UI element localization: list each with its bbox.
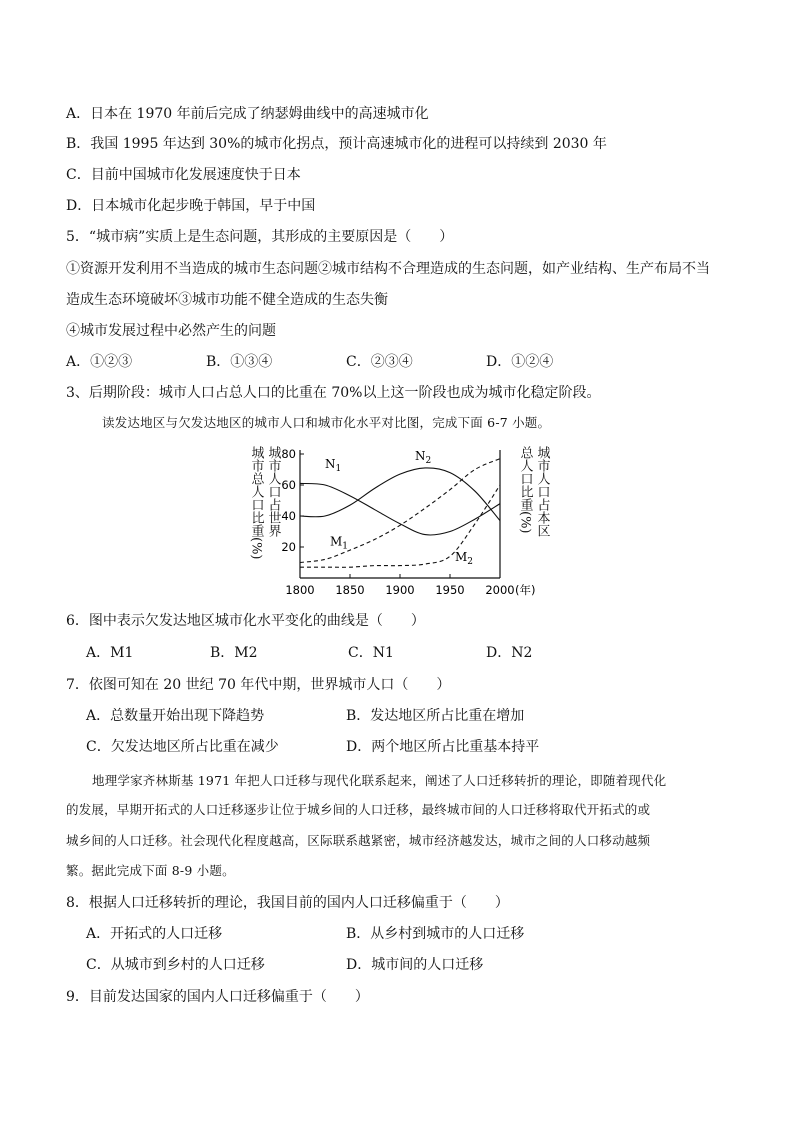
q6-option-c-text: C．N1 xyxy=(348,645,394,661)
series-label-n1: $N_1$ xyxy=(325,456,342,474)
passage-line-2: 的发展，早期开拓式的人口迁移逐步让位于城乡间的人口迁移，最终城市间的人口迁移将取代开拓式的或 xyxy=(66,802,651,817)
q9-stem: 9．目前发达国家的国内人口迁移偏重于（ ） xyxy=(66,989,369,1005)
xtick-label: 1950 xyxy=(435,583,465,597)
q8-option-a: A．开拓式的人口迁移 xyxy=(86,926,223,942)
q5-option-c: C．②③④ xyxy=(346,354,413,370)
passage-line-4: 繁。据此完成下面 8-9 小题。 xyxy=(66,863,235,878)
ytick-label: 80 xyxy=(281,447,296,461)
q5-option-b: B．①③④ xyxy=(206,354,273,370)
urbanization-chart xyxy=(240,440,560,605)
passage-line-1: 地理学家齐林斯基 1971 年把人口迁移与现代化联系起来，阐述了人口迁移转折的理论，即随着现代化 xyxy=(92,773,667,788)
q5-desc-3: ④城市发展过程中必然产生的问题 xyxy=(66,323,276,339)
q7-option-c: C．欠发达地区所占比重在减少 xyxy=(86,739,279,755)
xtick-label: 1800 xyxy=(285,583,315,597)
q5-option-d: D．①②④ xyxy=(486,354,554,370)
q5-option-a: A．①②③ xyxy=(66,354,133,370)
q6-option-b-text: B．M2 xyxy=(210,645,258,661)
q5-stem: 5．“城市病”实质上是生态问题，其形成的主要原因是（ ） xyxy=(66,229,454,245)
series-m2-line xyxy=(300,485,500,567)
q6-option-b xyxy=(210,644,258,662)
left-y-label xyxy=(249,446,282,560)
ytick-label: 20 xyxy=(281,540,296,554)
right-ylabel-2: 总人口比重(%) xyxy=(517,446,533,534)
q4-option-a: A．日本在 1970 年前后完成了纳瑟姆曲线中的高速城市化 xyxy=(66,106,429,122)
q6-option-a xyxy=(86,644,133,662)
q6-stem: 6．图中表示欠发达地区城市化水平变化的曲线是（ ） xyxy=(66,613,425,629)
q7-option-a: A．总数量开始出现下降趋势 xyxy=(86,708,265,724)
q4-option-d: D．日本城市化起步晚于韩国，早于中国 xyxy=(66,198,316,214)
q4-option-b: B．我国 1995 年达到 30%的城市化拐点，预计高速城市化的进程可以持续到 2030 年 xyxy=(66,136,607,152)
q8-option-d: D．城市间的人口迁移 xyxy=(346,957,484,973)
series-n1-line xyxy=(300,483,500,535)
q6-option-a-text: A．M1 xyxy=(86,645,134,661)
q7-option-d: D．两个地区所占比重基本持平 xyxy=(346,739,540,755)
q6-option-d xyxy=(486,644,532,662)
q8-stem: 8．根据人口迁移转折的理论，我国目前的国内人口迁移偏重于（ ） xyxy=(66,895,509,911)
series-label-m1: $M_1$ xyxy=(330,534,349,552)
q8-option-c: C．从城市到乡村的人口迁移 xyxy=(86,957,265,973)
q5-desc-2: 造成生态环境破坏③城市功能不健全造成的生态失衡 xyxy=(66,292,388,308)
xtick-label: 1900 xyxy=(385,583,415,597)
left-ylabel-2: 城市人口占世界 xyxy=(265,446,281,537)
stage-3-text: 3、后期阶段：城市人口占总人口的比重在 70%以上这一阶段也成为城市化稳定阶段。 xyxy=(66,385,601,401)
ytick-label: 60 xyxy=(281,478,296,492)
q8-option-b: B．从乡村到城市的人口迁移 xyxy=(346,926,525,942)
xtick-label: 1850 xyxy=(335,583,365,597)
q5-desc-1: ①资源开发利用不当造成的城市生态问题②城市结构不合理造成的生态问题，如产业结构、生产布局不当 xyxy=(66,261,710,277)
xtick-label: 2000 xyxy=(485,583,515,597)
right-ylabel-1: 城市人口占本区 xyxy=(534,446,550,537)
q7-option-b: B．发达地区所占比重在增加 xyxy=(346,708,525,724)
series-n2-line xyxy=(300,468,500,521)
q6-option-c xyxy=(348,644,394,662)
series-label-n2: $N_2$ xyxy=(415,449,432,467)
q4-option-c: C．目前中国城市化发展速度快于日本 xyxy=(66,167,301,183)
chart-intro: 读发达地区与欠发达地区的城市人口和城市化水平对比图，完成下面 6-7 小题。 xyxy=(102,415,551,430)
passage-line-3: 城乡间的人口迁移。社会现代化程度越高，区际联系越紧密，城市经济越发达，城市之间的人口移动越频 xyxy=(66,833,651,848)
q7-stem: 7．依图可知在 20 世纪 70 年代中期，世界城市人口（ ） xyxy=(66,677,451,693)
ytick-label: 40 xyxy=(281,509,296,523)
right-y-label xyxy=(518,446,551,537)
x-unit-label: (年) xyxy=(515,583,536,597)
q6-option-d-text: D．N2 xyxy=(486,645,533,661)
left-ylabel-1: 城市总人口比重(%) xyxy=(248,446,264,560)
series-label-m2: $M_2$ xyxy=(455,549,474,567)
